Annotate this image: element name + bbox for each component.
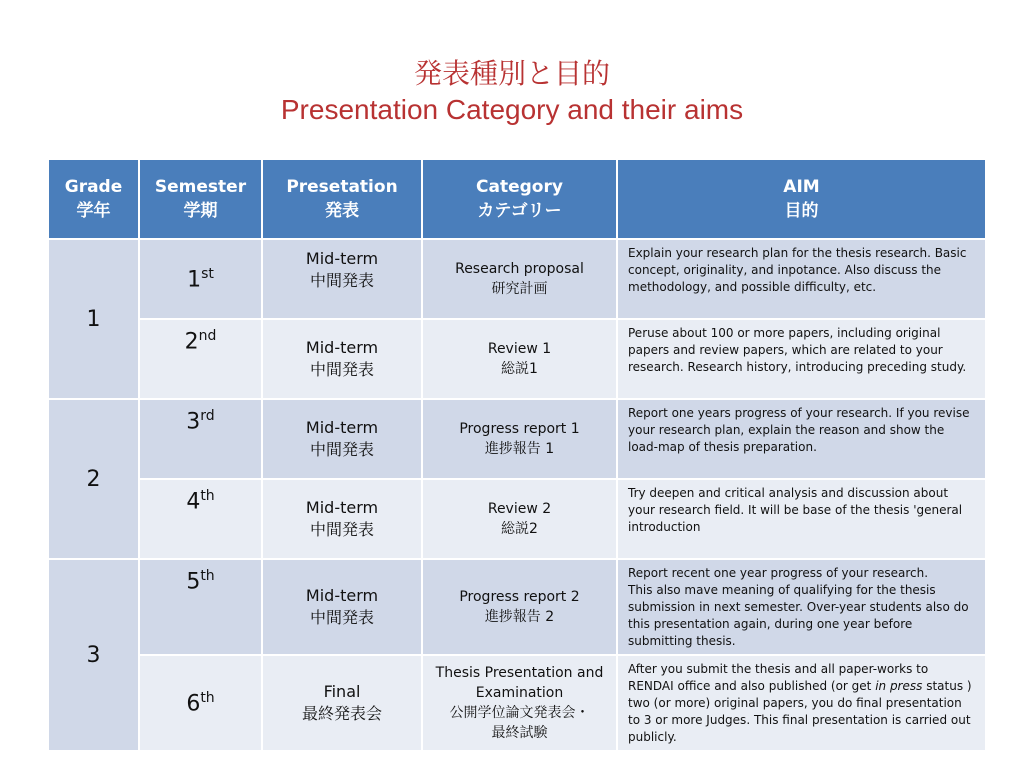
semester-cell: 5th bbox=[139, 559, 262, 655]
presentation-table bbox=[47, 158, 987, 752]
header-aim: AIM 目的 bbox=[617, 159, 986, 239]
header-semester: Semester 学期 bbox=[139, 159, 262, 239]
category-cell: Review 1 総説1 bbox=[422, 319, 617, 399]
presentation-cell: Mid-term 中間発表 bbox=[262, 479, 422, 559]
presentation-cell: Mid-term 中間発表 bbox=[262, 399, 422, 479]
header-row bbox=[48, 159, 986, 239]
slide-title bbox=[0, 56, 1024, 128]
header-category: Category カテゴリー bbox=[422, 159, 617, 239]
semester-cell: 2nd bbox=[139, 319, 262, 399]
table-row bbox=[48, 319, 986, 399]
grade-cell: 3 bbox=[48, 559, 139, 751]
table-row bbox=[48, 399, 986, 479]
table-row bbox=[48, 655, 986, 751]
aim-cell: Report one years progress of your research. If you revise your research plan, explain the reason and show the load-map of thesis preparation. bbox=[617, 399, 986, 479]
presentation-cell: Mid-term 中間発表 bbox=[262, 559, 422, 655]
grade-cell: 2 bbox=[48, 399, 139, 559]
grade-cell: 1 bbox=[48, 239, 139, 399]
presentation-cell: Final 最終発表会 bbox=[262, 655, 422, 751]
category-cell: Progress report 2 進捗報告 2 bbox=[422, 559, 617, 655]
title-english: Presentation Category and their aims bbox=[280, 94, 744, 125]
semester-cell: 1st bbox=[139, 239, 262, 319]
header-presentation: Presetation 発表 bbox=[262, 159, 422, 239]
table-row bbox=[48, 479, 986, 559]
aim-cell: After you submit the thesis and all paper-works to RENDAI office and also published (or get in press status ) two (or more) original papers, you do final presentation to 3 or more Judges. This final presentation is carried out publicly. bbox=[617, 655, 986, 751]
semester-cell: 3rd bbox=[139, 399, 262, 479]
presentation-cell: Mid-term 中間発表 bbox=[262, 239, 422, 319]
aim-cell: Try deepen and critical analysis and discussion about your research field. It will be base of the thesis 'general introduction bbox=[617, 479, 986, 559]
title-japanese: 発表種別と目的 bbox=[413, 57, 610, 90]
category-cell: Thesis Presentation and Examination 公開学位論文発表会・ 最終試験 bbox=[422, 655, 617, 751]
category-cell: Review 2 総説2 bbox=[422, 479, 617, 559]
semester-cell: 4th bbox=[139, 479, 262, 559]
table-row bbox=[48, 239, 986, 319]
aim-cell: Peruse about 100 or more papers, including original papers and review papers, which are related to your research. Research history, introducing preceding study. bbox=[617, 319, 986, 399]
header-grade: Grade 学年 bbox=[48, 159, 139, 239]
aim-cell: Report recent one year progress of your research. This also mave meaning of qualifying for the thesis submission in next semester. Over-year students also do this presentation again, during one year before submitting thesis. bbox=[617, 559, 986, 655]
category-cell: Progress report 1 進捗報告 1 bbox=[422, 399, 617, 479]
category-cell: Research proposal 研究計画 bbox=[422, 239, 617, 319]
table-row bbox=[48, 559, 986, 655]
presentation-cell: Mid-term 中間発表 bbox=[262, 319, 422, 399]
aim-cell: Explain your research plan for the thesis research. Basic concept, originality, and inpotance. Also discuss the methodology, and possible difficulty, etc. bbox=[617, 239, 986, 319]
semester-cell: 6th bbox=[139, 655, 262, 751]
